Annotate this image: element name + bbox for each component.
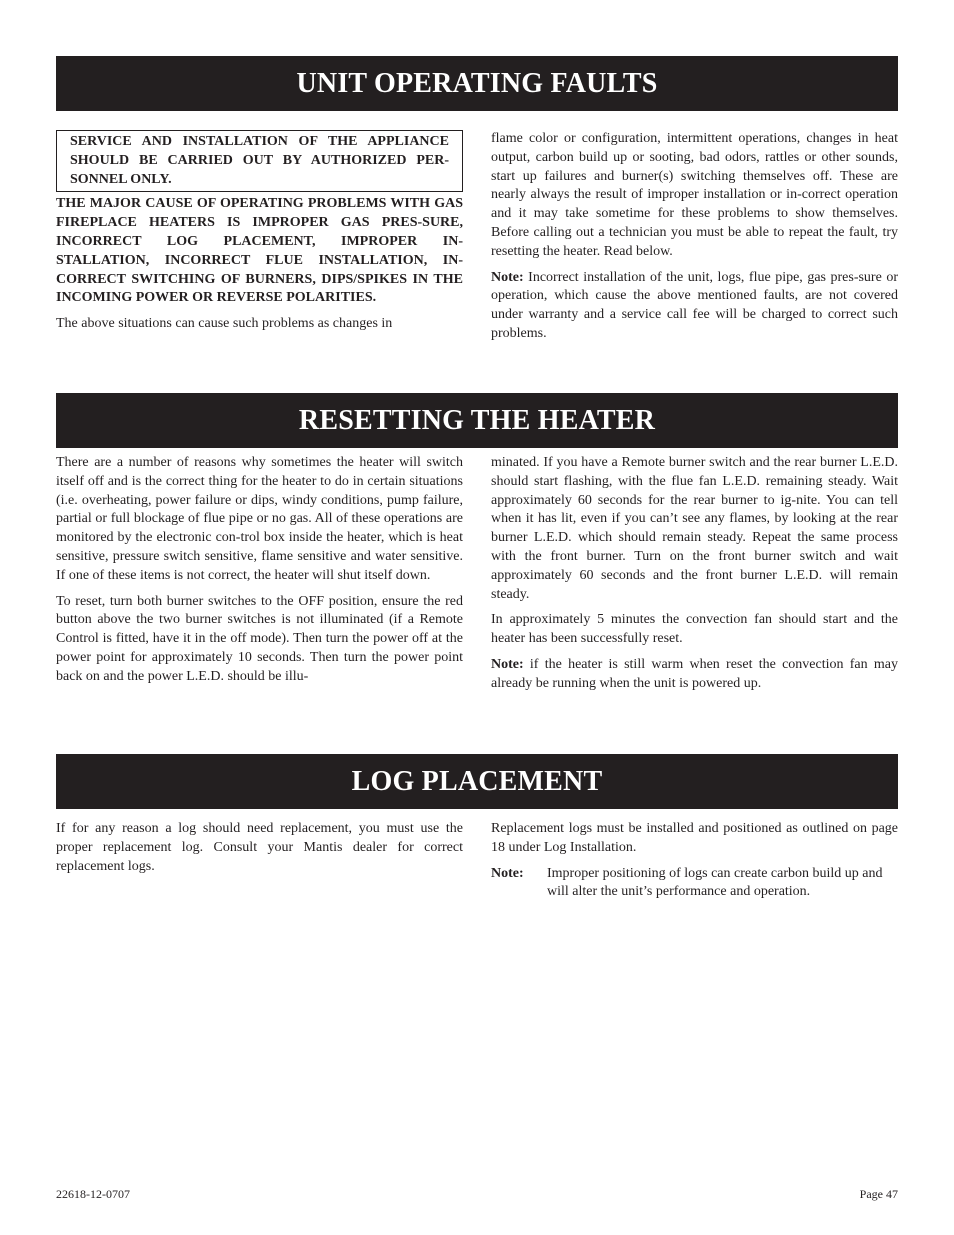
note-paragraph (491, 269, 898, 344)
page-number: Page 47 (859, 1187, 898, 1201)
section-title: LOG PLACEMENT (351, 765, 603, 797)
section-banner-unit-operating-faults (56, 56, 898, 111)
note-text: if the heater is still warm when reset the convection fan may already be running when the unit is powered up. (491, 656, 898, 691)
note-text: Improper positioning of logs can create carbon build up and will alter the unit’s performance and operation. (547, 865, 883, 900)
note-label: Note: (491, 269, 524, 285)
section-banner-log-placement (56, 754, 898, 809)
note-paragraph (491, 656, 898, 694)
resetting-left-column (56, 454, 463, 694)
note-text: Incorrect installation of the unit, logs, flue pipe, gas pres-sure or operation, which cause the above mentioned faults, are not covered under warranty and a service call fee will be charged to correct such problems. (491, 269, 898, 341)
section-banner-resetting-the-heater (56, 393, 898, 448)
paragraph: There are a number of reasons why sometimes the heater will switch itself off and is the correct thing for the heater to do in certain situations (i.e. overheating, power failure or dips, windy conditions, pump failure, partial or full blockage of flue pipe or no gas. All of these operations are monitored by the electronic con-trol box inside the heater, which is heat sensitive, pressure switch sensitive, flame sensitive and water sensitive. If one of these items is not correct, the heater will shut itself down. (56, 455, 463, 583)
paragraph: To reset, turn both burner switches to the OFF position, ensure the red button above the two burner switches is not illuminated (if a Remote Control is fitted, have it in the off mode). Then turn the power off at the power point for approximately 10 seconds. Then turn the power point back on and the power L.E.D. should be illu- (56, 593, 463, 684)
paragraph: In approximately 5 minutes the convection fan should start and the heater has been successfully reset. (491, 612, 898, 647)
note-paragraph (491, 865, 898, 903)
note-label: Note: (491, 656, 524, 672)
document-number: 22618-12-0707 (56, 1187, 130, 1201)
paragraph: The above situations can cause such problems as changes in (56, 316, 393, 332)
note-label: Note: (491, 865, 524, 881)
logs-left-column (56, 820, 463, 883)
paragraph: minated. If you have a Remote burner switch and the rear burner L.E.D. should start flashing, with the flue fan L.E.D. remaining steady. Wait approximately 60 seconds for the rear burner to ig-nite. You can tell when it has lit, even if you can’t see any flames, by looking at the rear burner L.E.D. which should remain steady. Repeat the same process with the front burner. Turn on the front burner switch and wait approximately 60 seconds and the front burner L.E.D. will remain steady. (491, 455, 898, 602)
paragraph: If for any reason a log should need replacement, you must use the proper replacement log. Consult your Mantis dealer for correct replacement logs. (56, 821, 463, 874)
paragraph: flame color or configuration, intermittent operations, changes in heat output, carbon build up or sooting, bad odors, rattles or other sounds, start up failures and burner(s) switching themselves off. These are nearly always the result of improper installation or in-correct operation and it may take sometime for these problems to show themselves. Before calling out a technician you must be able to repeat the fault, try resetting the heater. Read below. (491, 131, 898, 259)
major-cause-text: THE MAJOR CAUSE OF OPERATING PROBLEMS WITH GAS FIREPLACE HEATERS IS IMPROPER GAS PRES-SURE, INCORRECT LOG PLACEMENT, IMPROPER IN-STALLATION, INCORRECT FLUE INSTALLATION, IN-CORRECT SWITCHING OF BURNERS, DIPS/SPIKES IN THE INCOMING POWER OR REVERSE POLARITIES. (56, 196, 463, 306)
faults-left-column (56, 130, 463, 341)
faults-right-column (491, 130, 898, 351)
warning-box: SERVICE AND INSTALLATION OF THE APPLIANCE SHOULD BE CARRIED OUT BY AUTHORIZED PER-SONNEL ONLY. (56, 130, 463, 192)
paragraph: Replacement logs must be installed and positioned as outlined on page 18 under Log Installation. (491, 821, 898, 855)
resetting-right-column (491, 454, 898, 701)
section-title: UNIT OPERATING FAULTS (296, 67, 658, 99)
section-title: RESETTING THE HEATER (298, 404, 656, 436)
logs-right-column (491, 820, 898, 902)
